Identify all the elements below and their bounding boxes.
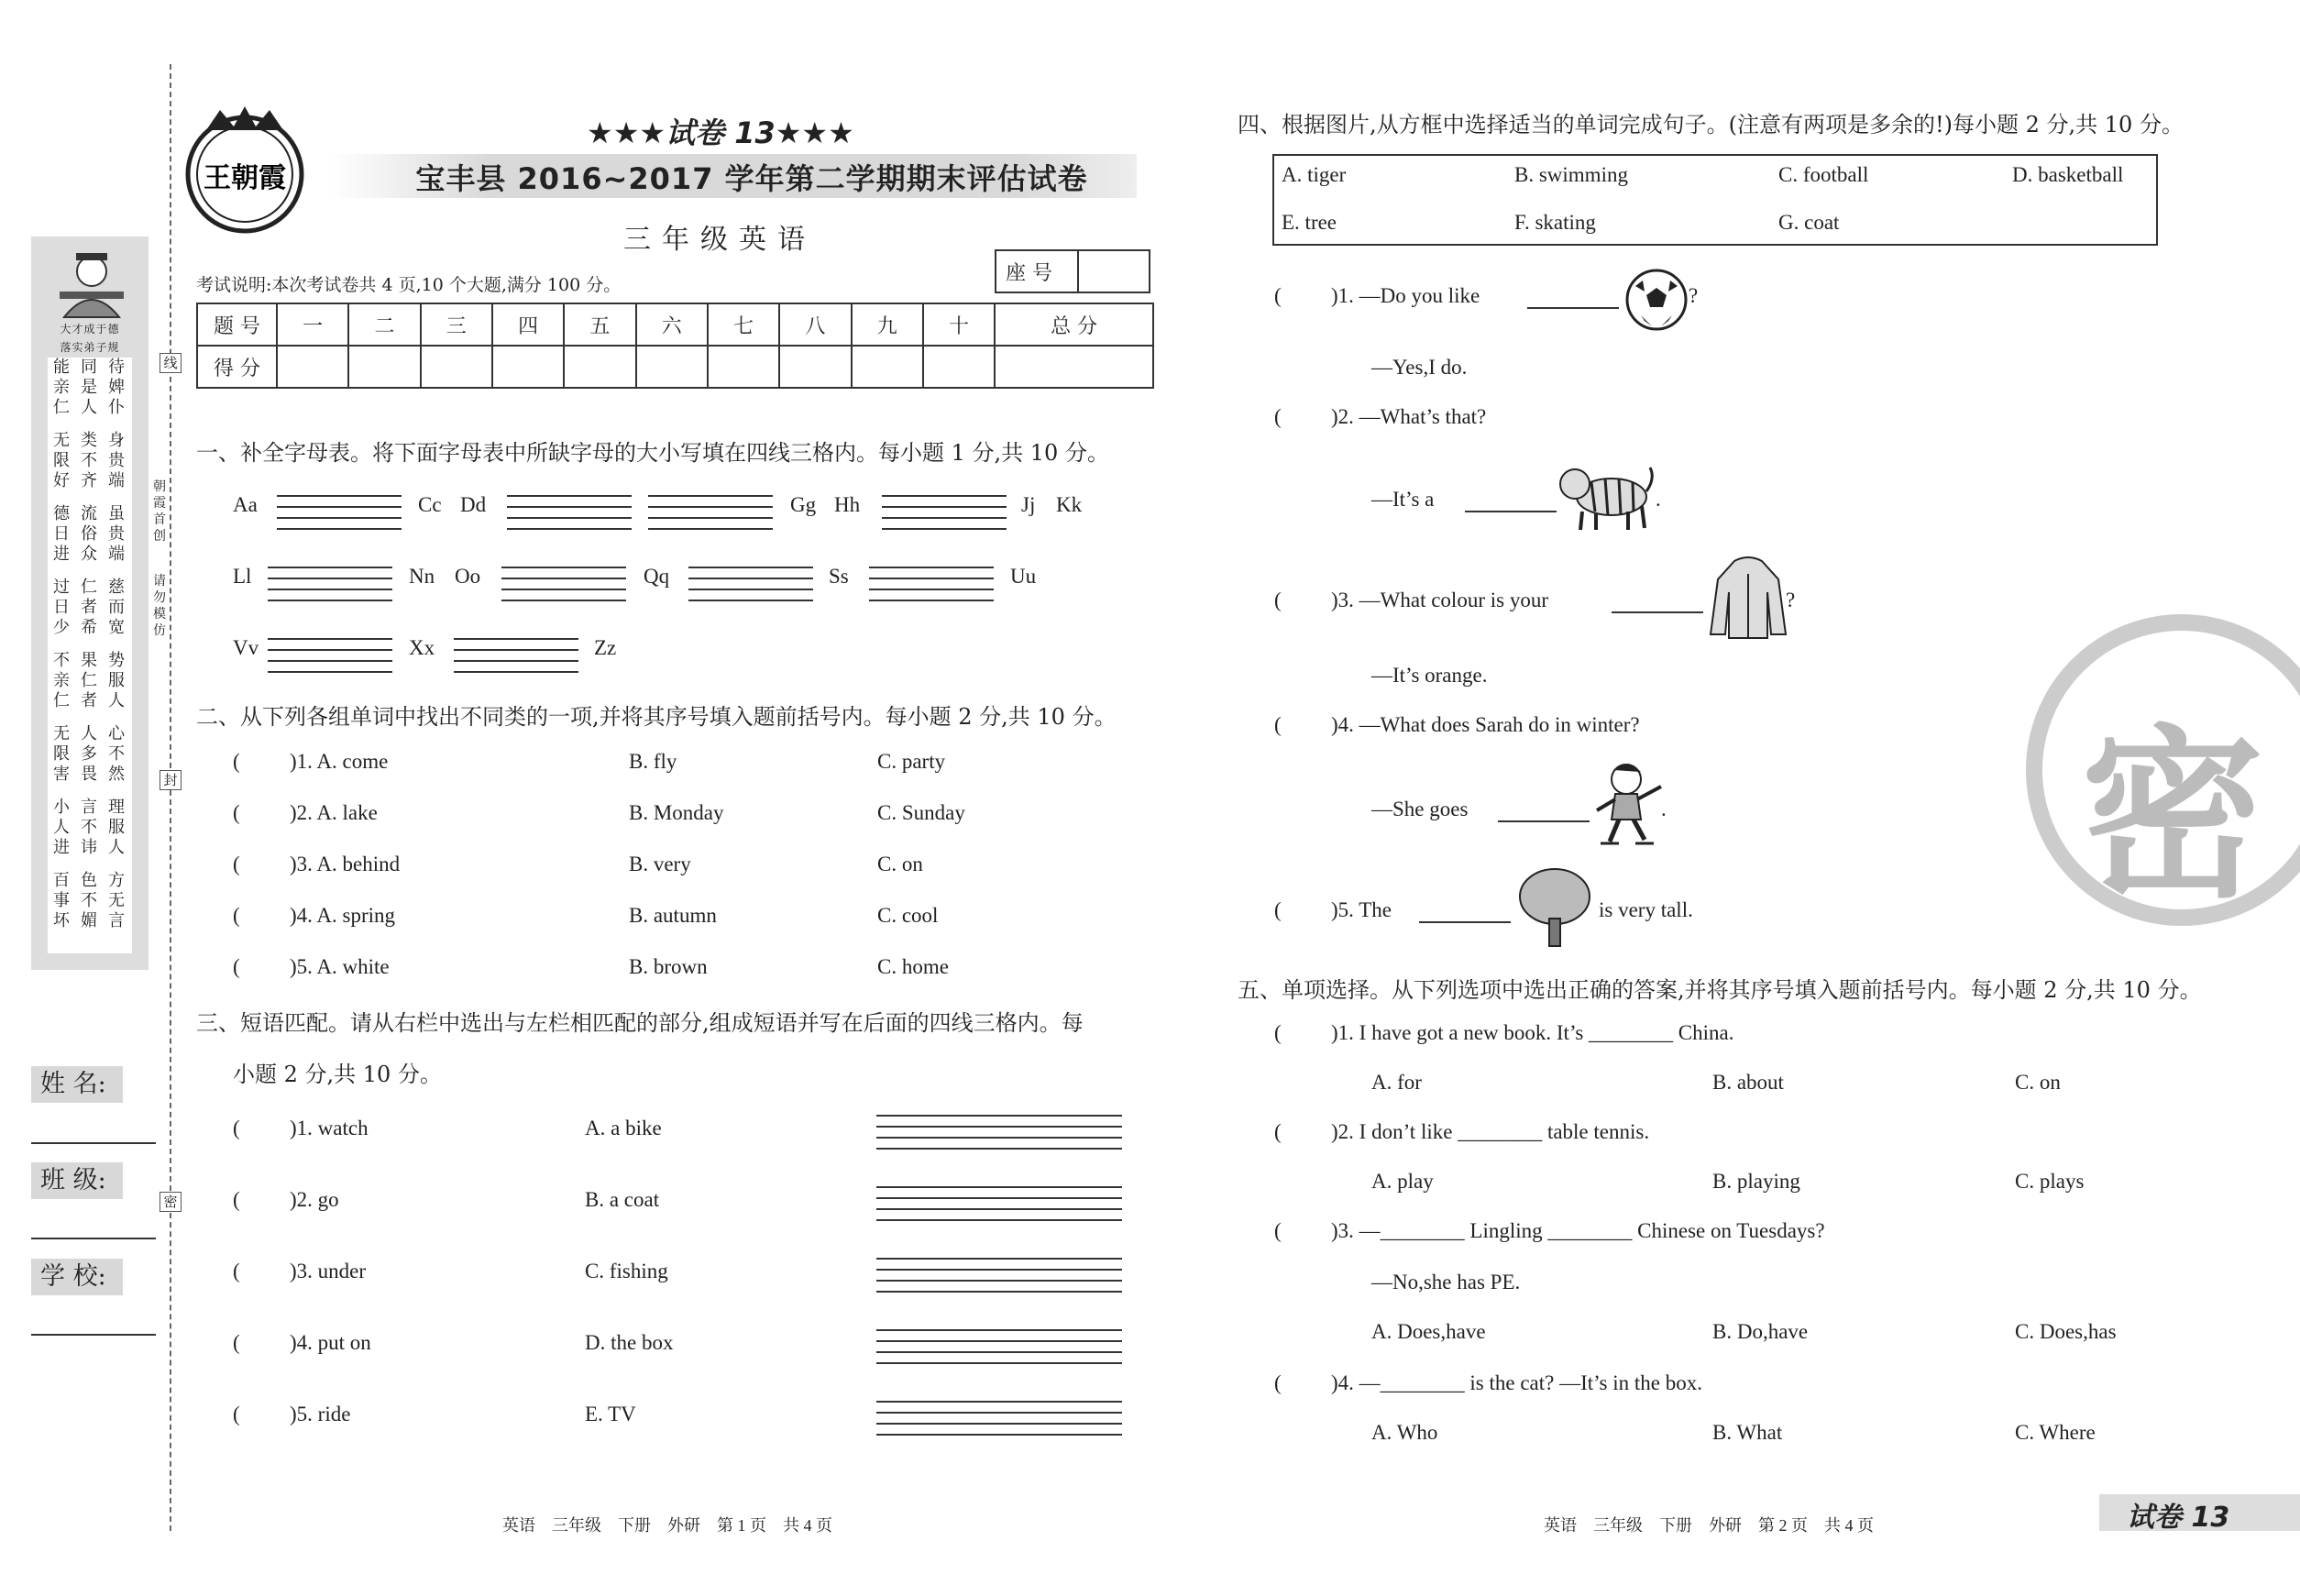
seat-number-box bbox=[995, 249, 1150, 293]
s4-q1-blank[interactable] bbox=[1527, 307, 1619, 309]
s4-q1-paren[interactable]: ( bbox=[1274, 284, 1282, 307]
exam-title: 宝丰县 2016~2017 学年第二学期期末评估试卷 bbox=[415, 161, 1088, 196]
score-column-header: 十 bbox=[923, 303, 995, 346]
motto-text-area bbox=[48, 358, 132, 953]
motto-column: 虽贵端 bbox=[108, 504, 125, 564]
tree-icon bbox=[1516, 865, 1593, 950]
s4-q4-end: . bbox=[1661, 798, 1667, 820]
s4-q2-paren[interactable]: ( bbox=[1274, 405, 1282, 428]
s3-left-phrase: )2. go bbox=[290, 1188, 339, 1211]
blank-bb[interactable] bbox=[277, 486, 402, 530]
option-c: C. football bbox=[1778, 163, 1869, 186]
letter-qq: Qq bbox=[644, 565, 670, 588]
letter-vv: Vv bbox=[233, 636, 259, 659]
motto-column: 无限害 bbox=[53, 724, 70, 784]
s4-q4-blank[interactable] bbox=[1498, 820, 1590, 822]
footer-paper-tag: 试卷 13 bbox=[2127, 1502, 2230, 1534]
motto-column: 理服人 bbox=[108, 798, 125, 857]
s3-writing-lines[interactable] bbox=[876, 1320, 1122, 1364]
s5-q4-option: C. Where bbox=[2015, 1421, 2096, 1444]
s4-q4-paren[interactable]: ( bbox=[1274, 713, 1282, 736]
cut-label-seal: 封 bbox=[160, 770, 182, 790]
s4-q3-answer: —It’s orange. bbox=[1371, 664, 1488, 687]
letter-oo: Oo bbox=[455, 565, 481, 588]
option-d: D. basketball bbox=[2012, 163, 2124, 186]
motto-column: 百事坏 bbox=[53, 871, 70, 930]
cut-label-line: 线 bbox=[160, 353, 182, 373]
motto-group bbox=[48, 358, 132, 431]
seal-character: 密 bbox=[2081, 710, 2265, 923]
s2-answer-paren[interactable]: ( bbox=[233, 750, 240, 773]
s2-option-a: )5. A. white bbox=[290, 955, 390, 978]
score-column-header: 六 bbox=[636, 303, 708, 346]
footer-left: 英语 三年级 下册 外研 第 1 页 共 4 页 bbox=[502, 1516, 832, 1535]
option-f: F. skating bbox=[1514, 211, 1596, 234]
motto-column: 过日少 bbox=[53, 578, 70, 637]
s4-q2-blank[interactable] bbox=[1465, 511, 1557, 512]
letter-ss: Ss bbox=[829, 565, 849, 588]
motto-column: 色不媚 bbox=[81, 871, 97, 930]
motto-group bbox=[48, 504, 132, 578]
class-field[interactable] bbox=[31, 1238, 156, 1239]
s3-left-phrase: )5. ride bbox=[290, 1403, 351, 1425]
score-column-header: 八 bbox=[779, 303, 851, 346]
binding-dashed-line bbox=[170, 64, 171, 1531]
s5-q2-option: B. playing bbox=[1712, 1170, 1800, 1193]
score-column-header: 九 bbox=[852, 303, 923, 346]
blank-mm[interactable] bbox=[268, 557, 392, 601]
letter-cc: Cc bbox=[418, 493, 442, 516]
s2-option-a: )3. A. behind bbox=[290, 853, 401, 875]
name-field[interactable] bbox=[31, 1142, 156, 1144]
seat-label: 座 号 bbox=[996, 250, 1078, 292]
s3-left-phrase: )3. under bbox=[290, 1260, 367, 1282]
motto-column: 势服人 bbox=[108, 651, 125, 710]
motto-column: 同是人 bbox=[81, 358, 97, 417]
s4-q5-paren[interactable]: ( bbox=[1274, 898, 1282, 921]
score-cell[interactable] bbox=[492, 346, 564, 388]
tiger-icon bbox=[1555, 451, 1656, 534]
s4-q3-blank[interactable] bbox=[1612, 611, 1703, 613]
skating-girl-icon bbox=[1588, 759, 1670, 851]
score-cell[interactable] bbox=[348, 346, 420, 388]
side-note-no-copy: 请勿模仿 bbox=[153, 574, 166, 638]
s2-option-b: B. brown bbox=[629, 955, 708, 978]
s4-q2-answer: —It’s a bbox=[1371, 488, 1435, 511]
s2-option-a: )1. A. come bbox=[290, 750, 389, 773]
exam-subject: 三年级英语 bbox=[623, 224, 816, 256]
s2-option-c: C. home bbox=[877, 955, 949, 978]
letter-jj: Jj bbox=[1021, 493, 1036, 516]
motto-column: 慈而宽 bbox=[108, 578, 125, 637]
score-column-header: 三 bbox=[421, 303, 492, 346]
letter-nn: Nn bbox=[409, 565, 435, 588]
motto-group bbox=[48, 431, 132, 504]
motto-group bbox=[48, 578, 132, 651]
s3-answer-paren[interactable]: ( bbox=[233, 1117, 240, 1139]
s5-question-1: )1. I have got a new book. It’s ________ China. bbox=[1331, 1021, 1734, 1044]
motto-column: 方无言 bbox=[108, 871, 125, 930]
s3-writing-lines[interactable] bbox=[876, 1392, 1122, 1436]
s3-left-phrase: )1. watch bbox=[290, 1117, 369, 1139]
letter-kk: Kk bbox=[1056, 493, 1083, 516]
score-cell[interactable] bbox=[708, 346, 779, 388]
exam-note: 考试说明:本次考试卷共 4 页,10 个大题,满分 100 分。 bbox=[196, 275, 622, 295]
score-table bbox=[196, 303, 1154, 389]
motto-column: 身贵端 bbox=[108, 431, 125, 490]
letter-ll: Ll bbox=[233, 565, 252, 588]
motto-group bbox=[48, 871, 132, 944]
section2-title: 二、从下列各组单词中找出不同类的一项,并将其序号填入题前括号内。每小题 2 分,共 10 分。 bbox=[196, 704, 1117, 730]
score-cell[interactable] bbox=[995, 346, 1153, 388]
motto-column: 类不齐 bbox=[81, 431, 97, 490]
option-b: B. swimming bbox=[1514, 163, 1628, 186]
s5-answer-paren[interactable]: ( bbox=[1274, 1371, 1282, 1394]
score-row2-label: 得 分 bbox=[197, 346, 277, 388]
section3-title-line1: 三、短语匹配。请从右栏中选出与左栏相匹配的部分,组成短语并写在后面的四线三格内。每 bbox=[196, 1010, 1084, 1036]
score-cell[interactable] bbox=[923, 346, 995, 388]
s3-right-phrase: D. the box bbox=[585, 1331, 674, 1354]
s4-q4-text: )4. —What does Sarah do in winter? bbox=[1331, 713, 1640, 736]
blank-ww[interactable] bbox=[268, 629, 392, 673]
s5-q3-option: B. Do,have bbox=[1712, 1320, 1809, 1343]
s4-q5-end: is very tall. bbox=[1599, 898, 1693, 921]
s5-q1-option: B. about bbox=[1712, 1071, 1784, 1094]
motto-column: 流俗众 bbox=[81, 504, 97, 564]
s5-q3-option: C. Does,has bbox=[2015, 1320, 2117, 1343]
s2-option-c: C. Sunday bbox=[877, 801, 965, 824]
motto-column: 不亲仁 bbox=[53, 651, 70, 710]
s3-answer-paren[interactable]: ( bbox=[233, 1331, 240, 1354]
s3-answer-paren[interactable]: ( bbox=[233, 1260, 240, 1282]
blank-rr[interactable] bbox=[688, 557, 813, 601]
football-icon bbox=[1624, 268, 1689, 332]
section1-title: 一、补全字母表。将下面字母表中所缺字母的大小写填在四线三格内。每小题 1 分,共 10 分。 bbox=[196, 440, 1109, 466]
letter-gg: Gg bbox=[790, 493, 817, 516]
motto-column: 果仁者 bbox=[81, 651, 97, 710]
section4-title: 四、根据图片,从方框中选择适当的单词完成句子。(注意有两项是多余的!)每小题 2 分,共 10 分。 bbox=[1238, 112, 2184, 138]
class-label: 班 级: bbox=[31, 1162, 123, 1199]
motto-column: 小人进 bbox=[53, 798, 70, 857]
coat-icon bbox=[1707, 556, 1789, 644]
score-column-header: 二 bbox=[348, 303, 420, 346]
letter-uu: Uu bbox=[1010, 565, 1037, 588]
letter-dd: Dd bbox=[460, 493, 487, 516]
score-cell[interactable] bbox=[852, 346, 923, 388]
option-g: G. coat bbox=[1778, 211, 1840, 234]
score-cell[interactable] bbox=[421, 346, 492, 388]
motto-column: 人多畏 bbox=[81, 724, 97, 784]
s2-option-c: C. party bbox=[877, 750, 946, 773]
motto-slogan-1: 大才成于德 bbox=[60, 323, 120, 336]
s3-right-phrase: C. fishing bbox=[585, 1260, 668, 1282]
s4-q3-text: )3. —What colour is your bbox=[1331, 589, 1548, 611]
s3-writing-lines[interactable] bbox=[876, 1177, 1122, 1221]
s2-option-c: C. on bbox=[877, 853, 923, 875]
option-a: A. tiger bbox=[1282, 163, 1347, 186]
s4-q1-text: )1. —Do you like bbox=[1331, 284, 1480, 307]
s5-question-4: )4. —________ is the cat? —It’s in the box. bbox=[1331, 1371, 1702, 1394]
s4-q5-blank[interactable] bbox=[1419, 921, 1511, 923]
s2-option-b: B. Monday bbox=[629, 801, 724, 824]
seat-input[interactable] bbox=[1078, 250, 1150, 292]
s5-q2-option: A. play bbox=[1371, 1170, 1434, 1193]
letter-aa: Aa bbox=[233, 493, 258, 516]
score-column-header: 七 bbox=[708, 303, 779, 346]
score-cell[interactable] bbox=[277, 346, 348, 388]
s5-answer-paren[interactable]: ( bbox=[1274, 1120, 1282, 1143]
s4-q5-text: )5. The bbox=[1331, 898, 1392, 921]
blank-ii[interactable] bbox=[882, 486, 1007, 530]
footer-right: 英语 三年级 下册 外研 第 2 页 共 4 页 bbox=[1544, 1516, 1874, 1535]
s4-q2-text: )2. —What’s that? bbox=[1331, 405, 1487, 428]
motto-column: 待婢仆 bbox=[108, 358, 125, 417]
s5-q4-option: B. What bbox=[1712, 1421, 1783, 1444]
s5-q1-option: A. for bbox=[1371, 1071, 1422, 1094]
score-column-header: 四 bbox=[492, 303, 564, 346]
school-label: 学 校: bbox=[31, 1259, 123, 1295]
motto-column: 能亲仁 bbox=[53, 358, 70, 417]
s5-q1-option: C. on bbox=[2015, 1071, 2061, 1094]
s3-answer-paren[interactable]: ( bbox=[233, 1188, 240, 1211]
score-column-header: 一 bbox=[277, 303, 348, 346]
cut-label-secret: 密 bbox=[160, 1192, 182, 1212]
motto-slogan-2: 落实弟子规 bbox=[60, 341, 120, 354]
s2-option-b: B. autumn bbox=[629, 904, 717, 927]
brand-name: 王朝霞 bbox=[204, 162, 286, 194]
s4-q1-end: ? bbox=[1689, 284, 1699, 307]
s5-answer-paren[interactable]: ( bbox=[1274, 1219, 1282, 1242]
blank-yy[interactable] bbox=[454, 629, 578, 673]
s3-right-phrase: E. TV bbox=[585, 1403, 636, 1425]
letter-zz: Zz bbox=[594, 636, 617, 659]
s2-option-b: B. fly bbox=[629, 750, 677, 773]
name-label: 姓 名: bbox=[31, 1066, 123, 1103]
s2-answer-paren[interactable]: ( bbox=[233, 955, 240, 978]
s5-question-3-reply: —No,she has PE. bbox=[1371, 1271, 1521, 1293]
s2-option-a: )2. A. lake bbox=[290, 801, 378, 824]
motto-column: 德日进 bbox=[53, 504, 70, 564]
motto-group bbox=[48, 651, 132, 724]
motto-column: 心不然 bbox=[108, 724, 125, 784]
blank-ee[interactable] bbox=[507, 486, 632, 530]
s3-right-phrase: B. a coat bbox=[585, 1188, 660, 1211]
s5-question-3: )3. —________ Lingling ________ Chinese on Tuesdays? bbox=[1331, 1219, 1825, 1242]
s3-right-phrase: A. a bike bbox=[585, 1117, 662, 1139]
option-e: E. tree bbox=[1282, 211, 1337, 234]
letter-hh: Hh bbox=[834, 493, 861, 516]
blank-tt[interactable] bbox=[869, 557, 994, 601]
s5-question-2: )2. I don’t like ________ table tennis. bbox=[1331, 1120, 1650, 1143]
s3-writing-lines[interactable] bbox=[876, 1249, 1122, 1293]
motto-column: 无限好 bbox=[53, 431, 70, 490]
score-cell[interactable] bbox=[636, 346, 708, 388]
s5-q2-option: C. plays bbox=[2015, 1170, 2085, 1193]
s3-left-phrase: )4. put on bbox=[290, 1331, 371, 1354]
s2-option-c: C. cool bbox=[877, 904, 939, 927]
motto-group bbox=[48, 724, 132, 798]
score-row1-label: 题 号 bbox=[197, 303, 277, 346]
s4-q3-paren[interactable]: ( bbox=[1274, 589, 1282, 611]
school-field[interactable] bbox=[31, 1334, 156, 1336]
s2-option-b: B. very bbox=[629, 853, 691, 875]
letter-xx: Xx bbox=[409, 636, 435, 659]
side-note-original: 朝霞首创 bbox=[153, 479, 166, 544]
blank-ff[interactable] bbox=[648, 486, 773, 530]
paper-tag: ★★★试卷 13★★★ bbox=[587, 116, 854, 150]
s5-q3-option: A. Does,have bbox=[1371, 1320, 1486, 1343]
section3-title-line2: 小题 2 分,共 10 分。 bbox=[233, 1062, 442, 1087]
brand-logo-icon bbox=[179, 103, 316, 240]
s4-q3-end: ? bbox=[1786, 589, 1796, 611]
s5-q4-option: A. Who bbox=[1371, 1421, 1438, 1444]
s2-answer-paren[interactable]: ( bbox=[233, 853, 240, 875]
motto-column: 言不讳 bbox=[81, 798, 97, 857]
s3-writing-lines[interactable] bbox=[876, 1106, 1122, 1150]
s4-q2-end: . bbox=[1656, 488, 1661, 511]
s4-q1-answer: —Yes,I do. bbox=[1371, 356, 1468, 379]
motto-column: 仁者希 bbox=[81, 578, 97, 637]
s5-answer-paren[interactable]: ( bbox=[1274, 1021, 1282, 1044]
score-column-header: 总 分 bbox=[995, 303, 1153, 346]
score-cell[interactable] bbox=[779, 346, 851, 388]
s3-answer-paren[interactable]: ( bbox=[233, 1403, 240, 1425]
section5-title: 五、单项选择。从下列选项中选出正确的答案,并将其序号填入题前括号内。每小题 2 分,共 10 分。 bbox=[1238, 977, 2202, 1003]
motto-group bbox=[48, 798, 132, 871]
s4-q4-answer: —She goes bbox=[1371, 798, 1469, 820]
score-column-header: 五 bbox=[564, 303, 635, 346]
score-cell[interactable] bbox=[564, 346, 635, 388]
s2-answer-paren[interactable]: ( bbox=[233, 904, 240, 927]
s2-option-a: )4. A. spring bbox=[290, 904, 395, 927]
blank-pp[interactable] bbox=[501, 557, 626, 601]
scholar-figure-icon bbox=[50, 246, 133, 319]
s2-answer-paren[interactable]: ( bbox=[233, 801, 240, 824]
